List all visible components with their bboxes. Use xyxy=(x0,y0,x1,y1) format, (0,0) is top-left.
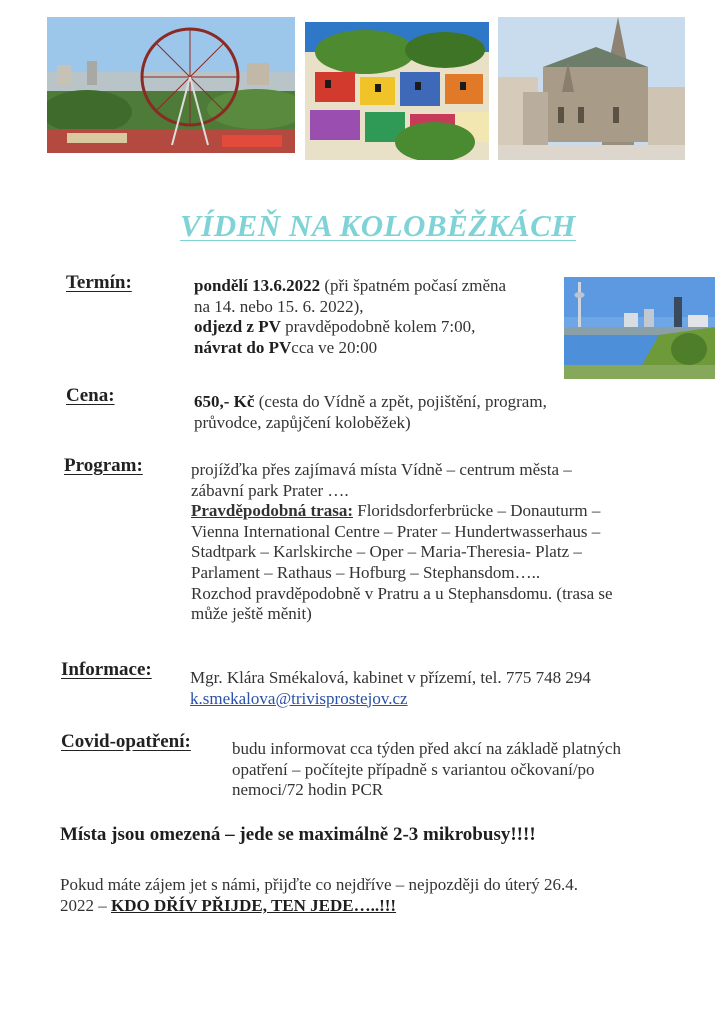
closing-line1: Pokud máte zájem jet s námi, přijďte co nejdříve – nejpozději do úterý 26.4. xyxy=(60,875,579,894)
closing-paragraph xyxy=(60,874,578,916)
cena-price: 650,- Kč xyxy=(194,392,255,411)
route-label: Pravděpodobná trasa: xyxy=(191,501,353,521)
termin-date-note: (při špatném počasí změna xyxy=(320,276,507,295)
termin-details xyxy=(194,276,506,358)
program-line2: zábavní park Prater …. xyxy=(191,480,349,500)
termin-date: pondělí 13.6.2022 xyxy=(194,276,321,295)
informace-details xyxy=(190,668,591,709)
informace-label: Informace: xyxy=(61,659,152,680)
route-line1: Floridsdorferbrücke – Donauturm – xyxy=(352,501,601,521)
page-title: VÍDEŇ NA KOLOBĚŽKÁCH xyxy=(180,208,576,243)
termin-line2: na 14. nebo 15. 6. 2022), xyxy=(194,296,364,316)
contact-email-link[interactable]: k.smekalova@trivisprostejov.cz xyxy=(190,688,408,708)
program-line4: Vienna International Centre – Prater – Hundertwasserhaus – xyxy=(191,521,601,541)
danube-skyline-photo xyxy=(564,277,715,379)
termin-depart-rest: pravděpodobně kolem 7:00, xyxy=(280,317,476,337)
program-label: Program: xyxy=(64,455,143,476)
program-line1: projížďka přes zajímavá místa Vídně – centrum města – xyxy=(191,460,572,479)
termin-return: návrat do PV xyxy=(194,337,292,357)
covid-line1: budu informovat cca týden před akcí na základě platných xyxy=(232,739,621,758)
capacity-notice: Místa jsou omezená – jede se maximálně 2-3 mikrobusy!!!! xyxy=(60,824,536,845)
closing-year: 2022 – xyxy=(60,896,111,915)
cena-label: Cena: xyxy=(66,385,115,406)
program-line8: může ještě měnit) xyxy=(191,604,312,624)
termin-label: Termín: xyxy=(66,272,132,293)
prater-ferris-wheel-photo xyxy=(47,17,295,153)
closing-slogan: KDO DŘÍV PŘIJDE, TEN JEDE…..!!! xyxy=(111,896,397,915)
termin-return-rest: cca ve 20:00 xyxy=(291,337,378,357)
covid-details xyxy=(232,739,621,801)
stephansdom-photo xyxy=(498,17,685,160)
covid-label: Covid-opatření: xyxy=(61,731,191,752)
program-line7: Rozchod pravděpodobně v Pratru a u Stephansdomu. (trasa se xyxy=(191,583,613,603)
program-line5: Stadtpark – Karlskirche – Oper – Maria-Theresia- Platz – xyxy=(191,542,582,562)
program-details xyxy=(191,460,613,625)
covid-line2: opatření – počítejte případně s variantou očkovaní/po xyxy=(232,759,595,779)
cena-line2: průvodce, zapůjčení koloběžek) xyxy=(194,412,411,432)
cena-details xyxy=(194,392,547,433)
contact-line: Mgr. Klára Smékalová, kabinet v přízemí, tel. 775 748 294 xyxy=(190,668,591,687)
hundertwasserhaus-photo xyxy=(305,22,489,160)
cena-price-rest: (cesta do Vídně a zpět, pojištění, program, xyxy=(254,392,547,411)
termin-depart: odjezd z PV xyxy=(194,317,281,337)
covid-line3: nemoci/72 hodin PCR xyxy=(232,780,384,800)
program-line6: Parlament – Rathaus – Hofburg – Stephansdom….. xyxy=(191,562,541,582)
